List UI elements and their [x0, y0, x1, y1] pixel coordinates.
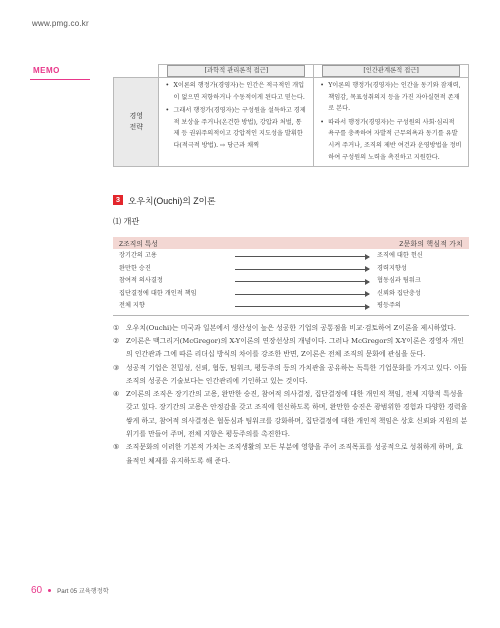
relation-row: 장기간의 고용 조직에 대한 헌신	[119, 252, 423, 260]
strategy-table	[113, 64, 469, 167]
paragraph: ⑤ 조직문화의 이러한 기본적 가치는 조직생활의 모든 부분에 영향을 주어 조직목표를 성공적으로 성취하게 하며, 효율적인 체제를 유지하도록 해 준다.	[113, 443, 463, 465]
z-theory-relation-diagram	[113, 237, 469, 316]
memo-column	[30, 66, 90, 598]
right-arrow-icon	[235, 294, 369, 295]
numbered-paragraphs	[113, 322, 469, 468]
memo-divider	[30, 79, 90, 80]
relation-row: 전체 지향 평등주의	[119, 302, 401, 310]
right-arrow-icon	[235, 281, 369, 282]
page-footer	[31, 585, 109, 596]
relation-row: 참여적 의사결정 협동심과 팀워크	[119, 277, 421, 285]
site-url: www.pmg.co.kr	[32, 19, 89, 28]
section-title: 오우치(Ouchi)의 Z이론	[128, 195, 216, 206]
section-heading	[113, 193, 469, 207]
right-arrow-icon	[235, 306, 369, 307]
page-number: 60	[31, 585, 43, 596]
footer-dot-icon	[48, 589, 51, 592]
strategy-item: • 그래서 행정가(경영자)는 구성원을 설득하고 경제적 보상을 주거나(온건한 방법), 강압과 처벌, 통제 등 권위주의적이고 강압적인 지도성을 발휘한다(적극적 방법). ⇨ 당근과 채찍	[165, 107, 306, 149]
strategy-item: • 따라서 행정가(경영자)는 구성원의 사회·심리적 욕구를 충족하여 자발적 근무의욕과 동기를 유발시켜 주거나, 조직의 제반 여건과 운영방법을 정비하여 구성원의 노력을 촉진하고 지원한다.	[320, 118, 462, 161]
paragraph: ③ 성공적 기업은 친밀성, 신뢰, 협동, 팀워크, 평등주의 등의 가치관을 공유하는 독특한 기업문화를 가지고 있다. 이들 조직의 성공은 기술보다는 인간관리에 기인하고 있는 것이다.	[113, 363, 468, 385]
relation-row: 완만한 승진 경력지향성	[119, 264, 407, 272]
strategy-item: • Y이론의 행정가(경영자)는 인간을 동기와 잠재력, 책임감, 목표성취의지 등을 가진 자아실현적 존재로 본다.	[320, 82, 461, 113]
strategy-cell-scientific	[159, 78, 314, 167]
strategy-item: • X이론의 행정가(경영자)는 인간은 적극적인 개입이 없으면 저항하거나 수동적이게 된다고 믿는다.	[165, 82, 305, 101]
strategy-col1-header: [과학적 관리론적 접근]	[159, 65, 314, 78]
section-number-badge: 3	[113, 195, 123, 205]
relation-left-header: Z조직의 특성	[119, 241, 158, 249]
relation-row: 집단결정에 대한 개인적 책임 신뢰와 집단충성	[119, 289, 421, 297]
strategy-row-label: 경영 전략	[114, 78, 159, 167]
right-arrow-icon	[235, 256, 369, 257]
subsection-title: ⑴ 개관	[113, 217, 140, 227]
strategy-cell-human-relations	[314, 78, 469, 167]
strategy-col2-header: [인간관계론적 접근]	[314, 65, 469, 78]
paragraph: ① 오우치(Ouchi)는 미국과 일본에서 생산성이 높은 성공한 기업의 공통점을 비교·검토하여 Z이론을 제시하였다.	[113, 323, 456, 332]
paragraph: ② Z이론은 맥그리거(McGregor)의 X-Y이론의 연장선상의 개념이다. 그러나 McGregor의 X-Y이론은 경영자 개인의 인간관과 그에 따른 리더십 방식의 차이를 강조한 반면, Z이론은 전체 조직의 문화에 관심을 둔다.	[113, 336, 464, 359]
relation-right-header: Z문화의 핵심적 가치	[399, 241, 463, 249]
part-label: Part 05 교육행정학	[57, 588, 109, 595]
relation-header	[113, 237, 469, 249]
memo-label: MEMO	[33, 66, 60, 75]
right-arrow-icon	[235, 269, 369, 270]
paragraph: ④ Z이론의 조직은 장기간의 고용, 완만한 승진, 참여적 의사결정, 집단결정에 대한 개인적 책임, 전체 지향적 특성을 갖고 있다. 장기간의 고용은 안정감을 갖고 조직에 헌신하도록 하며, 완만한 승진은 광범위한 경험과 다양한 경력을 쌓게 하고, 참여적 의사결정은 협동심과 팀워크를 강화하며, 집단결정에 대한 개인적 책임은 상호 신뢰와 지원의 분위기를 만들어 주며, 전체 지향은 평등주의를 촉진한다.	[113, 390, 468, 439]
main-content	[113, 64, 469, 468]
